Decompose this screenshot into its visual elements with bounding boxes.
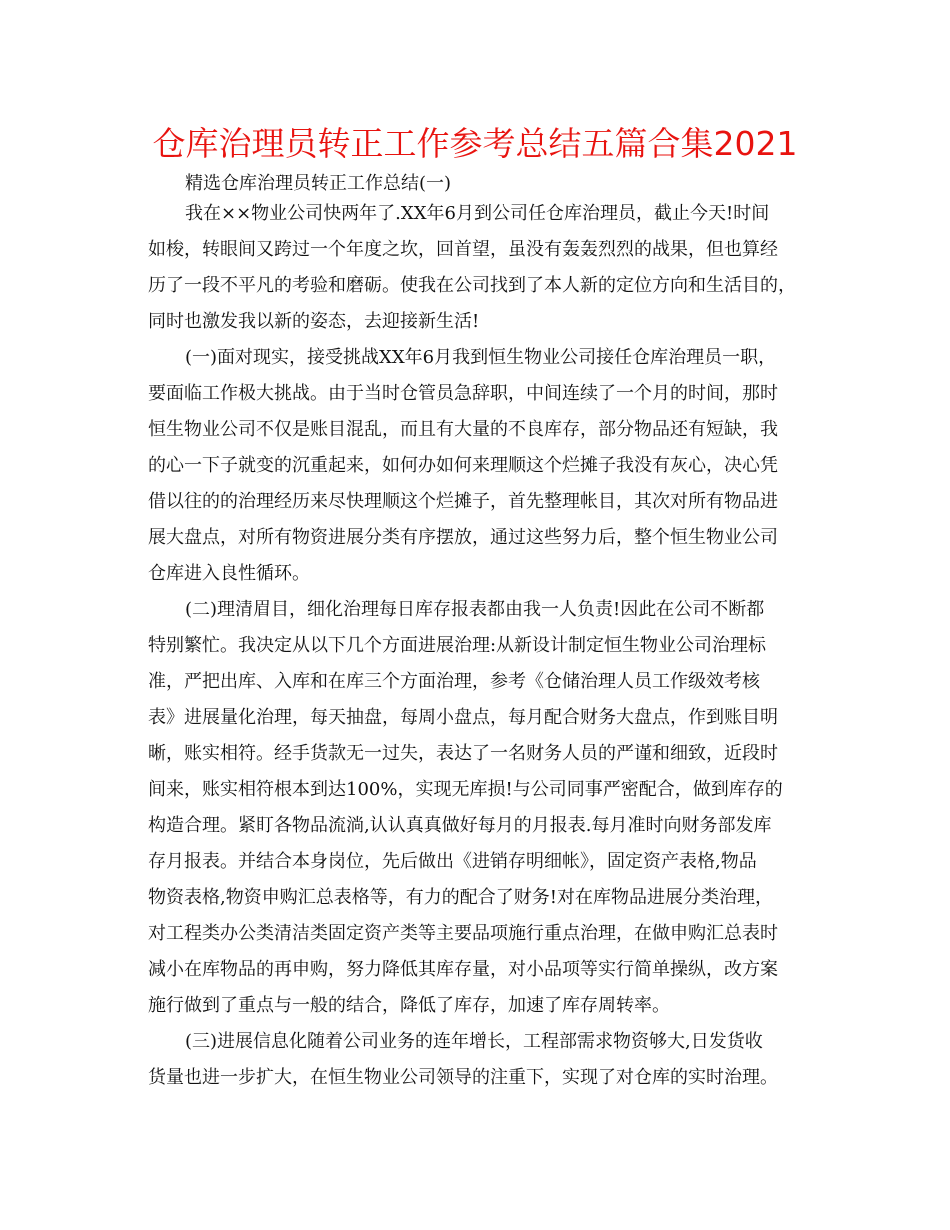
text-line: 历了一段不平凡的考验和磨砺。使我在公司找到了本人新的定位方向和生活目的， (148, 275, 796, 296)
text-line: 我在××物业公司快两年了.XX年6月到公司任仓库治理员，截止今天!时间 (185, 203, 770, 224)
text-line: 展大盘点，对所有物资进展分类有序摆放，通过这些努力后，整个恒生物业公司 (148, 527, 778, 548)
text-line: 晰，账实相符。经手货款无一过失，表达了一名财务人员的严谨和细致，近段时 (148, 743, 778, 764)
text-line: 对工程类办公类清洁类固定资产类等主要品项施行重点治理，在做申购汇总表时 (148, 923, 778, 944)
text-line: 物资表格,物资申购汇总表格等，有力的配合了财务!对在库物品进展分类治理， (148, 887, 773, 908)
document-title: 仓库治理员转正工作参考总结五篇合集2021 (152, 124, 798, 163)
text-line: 货量也进一步扩大，在恒生物业公司领导的注重下，实现了对仓库的实时治理。 (148, 1067, 778, 1088)
paragraph (148, 196, 828, 340)
text-line: 同时也激发我以新的姿态，去迎接新生活! (148, 311, 480, 332)
text-line: (三)进展信息化随着公司业务的连年增长，工程部需求物资够大,日发货收 (185, 1031, 763, 1052)
text-line: 借以往的的治理经历来尽快理顺这个烂摊子，首先整理帐目，其次对所有物品进 (148, 491, 778, 512)
text-line: (二)理清眉目，细化治理每日库存报表都由我一人负责!因此在公司不断都 (185, 599, 765, 620)
document-subtitle: 精选仓库治理员转正工作总结(一) (185, 173, 452, 194)
text-line: 如梭，转眼间又跨过一个年度之坎，回首望，虽没有轰轰烈烈的战果，但也算经 (148, 239, 778, 260)
document-body (148, 196, 828, 1096)
text-line: 表》进展量化治理，每天抽盘，每周小盘点，每月配合财务大盘点，作到账目明 (148, 707, 778, 728)
text-line: 仓库进入良性循环。 (148, 563, 310, 584)
text-line: 的心一下子就变的沉重起来，如何办如何来理顺这个烂摊子我没有灰心，决心凭 (148, 455, 778, 476)
text-line: 准，严把出库、入库和在库三个方面治理，参考《仓储治理人员工作级效考核 (148, 671, 760, 692)
text-line: 间来，账实相符根本到达100%，实现无库损!与公司同事严密配合，做到库存的 (148, 779, 783, 800)
paragraph (148, 1024, 828, 1096)
text-line: 恒生物业公司不仅是账目混乱，而且有大量的不良库存，部分物品还有短缺，我 (148, 419, 778, 440)
paragraph (148, 340, 828, 592)
text-line: 构造合理。紧盯各物品流淌,认认真真做好每月的月报表.每月准时向财务部发库 (148, 815, 772, 836)
text-line: 施行做到了重点与一般的结合，降低了库存，加速了库存周转率。 (148, 995, 670, 1016)
text-line: 特别繁忙。我决定从以下几个方面进展治理:从新设计制定恒生物业公司治理标 (148, 635, 767, 656)
text-line: 要面临工作极大挑战。由于当时仓管员急辞职，中间连续了一个月的时间，那时 (148, 383, 778, 404)
paragraph (148, 592, 828, 1024)
text-line: 减小在库物品的再申购，努力降低其库存量，对小品项等实行简单操纵，改方案 (148, 959, 778, 980)
text-line: 存月报表。并结合本身岗位，先后做出《进销存明细帐》，固定资产表格,物品 (148, 851, 757, 872)
text-line: (一)面对现实，接受挑战XX年6月我到恒生物业公司接任仓库治理员一职， (185, 347, 777, 368)
